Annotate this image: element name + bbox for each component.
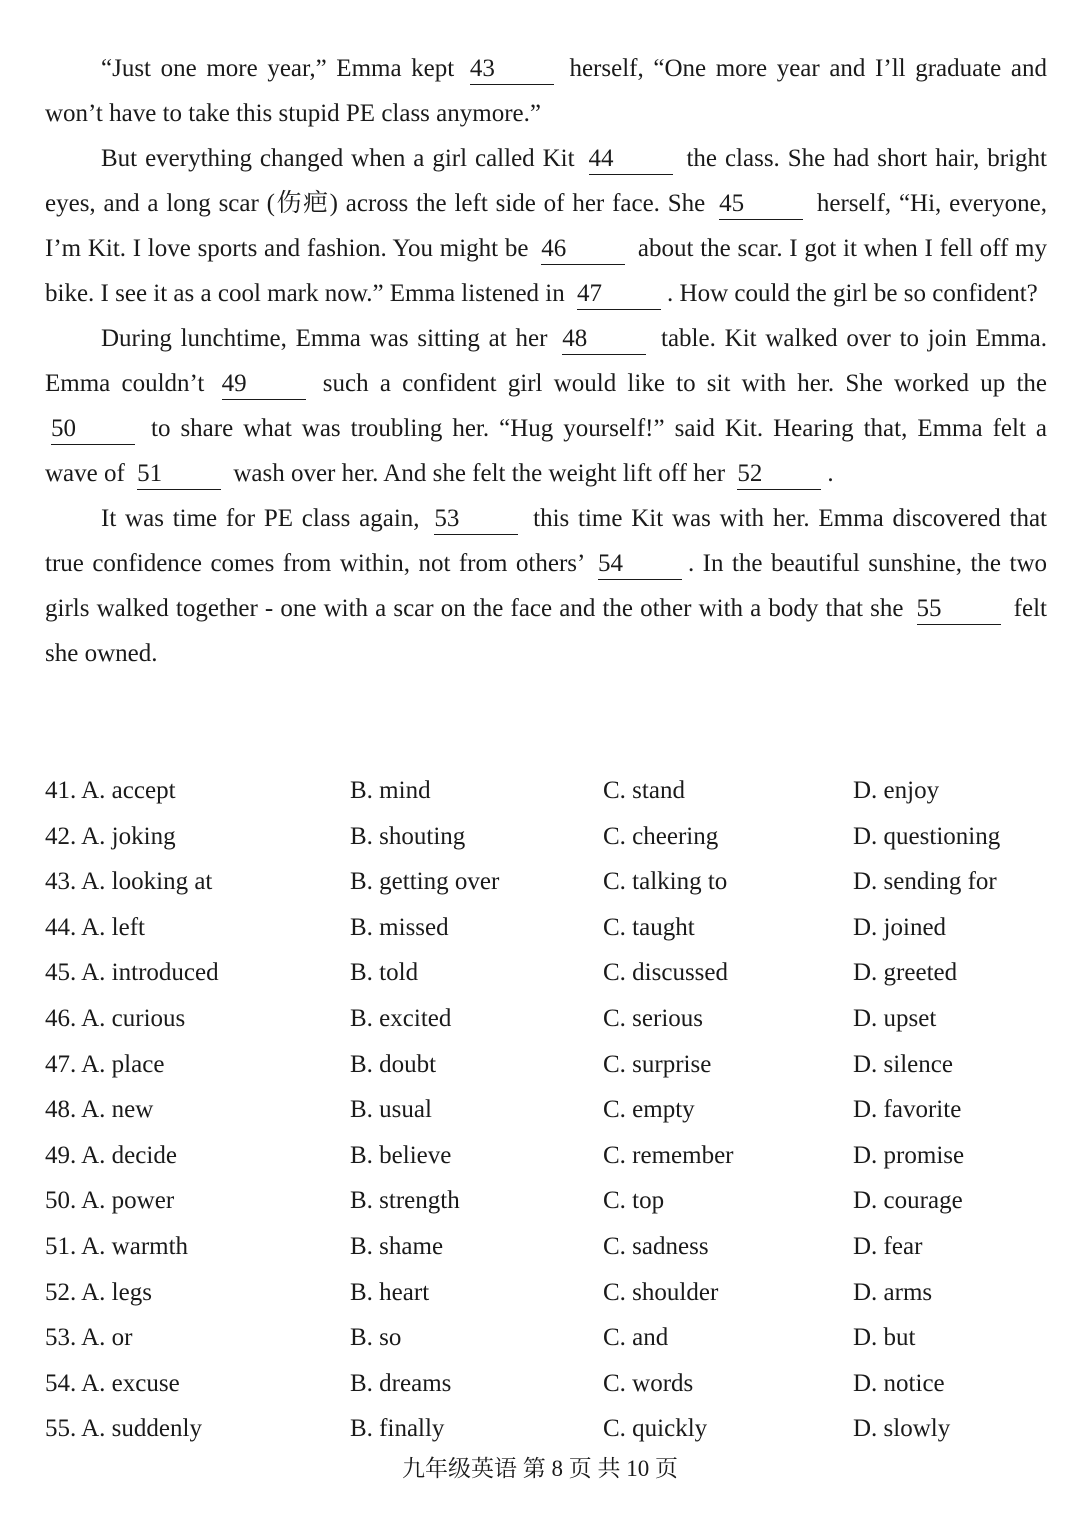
option-text: C. serious [603, 1004, 703, 1032]
option-a [45, 905, 145, 950]
blank-46: 46 [541, 234, 625, 265]
question-row [45, 768, 1055, 814]
option-text: B. heart [350, 1278, 430, 1306]
page-footer: 九年级英语 第 8 页 共 10 页 [402, 1456, 678, 1481]
passage-text: herself, “Hi, everyone, I’m Kit. I love sports and fashion. You might be [45, 190, 1047, 262]
option-text: B. doubt [350, 1050, 437, 1078]
option-a [45, 1361, 180, 1406]
blank-48: 48 [562, 324, 646, 355]
passage-text: table. Kit walked over to join Emma. Emma couldn’t [45, 325, 1047, 397]
option-c [603, 996, 703, 1041]
option-a [45, 1178, 174, 1223]
option-c [603, 1224, 709, 1269]
option-text: C. talking to [603, 868, 728, 896]
passage-text: . How could the girl be so confident? [667, 280, 1038, 307]
option-c [603, 1178, 664, 1223]
question-row [45, 996, 1055, 1042]
option-c [603, 1042, 711, 1087]
option-text: C. discussed [603, 959, 728, 987]
question-number: 54. [45, 1369, 77, 1397]
option-text: C. cheering [603, 822, 719, 850]
question-row [45, 1406, 1055, 1452]
option-c [603, 859, 727, 904]
question-number: 51. [45, 1232, 77, 1260]
option-a [45, 1270, 152, 1315]
option-text: C. words [603, 1369, 694, 1397]
option-d [853, 1224, 922, 1269]
question-number: 43. [45, 868, 77, 896]
option-text: D. enjoy [853, 777, 940, 804]
option-d [853, 1087, 961, 1132]
option-b [350, 1224, 443, 1269]
option-b [350, 1361, 451, 1406]
option-b [350, 1042, 436, 1087]
option-d [853, 1042, 953, 1087]
question-number: 55. [45, 1415, 77, 1443]
question-row [45, 1087, 1055, 1133]
option-text: D. favorite [853, 1096, 962, 1124]
blank-50: 50 [51, 414, 135, 445]
option-c [603, 1133, 734, 1178]
option-d [853, 1315, 916, 1360]
option-b [350, 1315, 401, 1360]
option-text: D. notice [853, 1369, 945, 1397]
question-row [45, 1315, 1055, 1361]
option-d [853, 1406, 950, 1451]
question-row [45, 1361, 1055, 1407]
option-text: B. usual [350, 1096, 432, 1124]
question-row [45, 859, 1055, 905]
option-text: D. fear [853, 1232, 923, 1260]
question-number: 48. [45, 1096, 77, 1124]
question-number: 46. [45, 1004, 77, 1032]
option-text: A. or [81, 1324, 133, 1352]
passage-text: this time Kit was with her. Emma discovered that true confidence comes from within, not from others’ [45, 505, 1047, 577]
question-row [45, 1133, 1055, 1179]
option-a [45, 1224, 188, 1269]
question-row [45, 1042, 1055, 1088]
blank-55: 55 [917, 594, 1001, 625]
option-text: B. shame [350, 1232, 444, 1260]
option-c [603, 1270, 718, 1315]
option-c [603, 768, 685, 813]
option-b [350, 1087, 432, 1132]
option-text: C. surprise [603, 1050, 712, 1078]
blank-44: 44 [589, 144, 673, 175]
question-row [45, 950, 1055, 996]
passage-text: about the scar. I got it when I fell off my bike. I see it as a cool mark now.” Emma listened in [45, 235, 1048, 307]
question-number: 42. [45, 822, 77, 850]
option-text: D. promise [853, 1141, 965, 1169]
question-row [45, 905, 1055, 951]
question-number: 49. [45, 1141, 77, 1169]
passage-text: But everything changed when a girl called Kit [101, 145, 583, 172]
option-d [853, 905, 946, 950]
option-b [350, 814, 465, 859]
option-b [350, 859, 499, 904]
option-c [603, 1087, 695, 1132]
option-c [603, 1406, 707, 1451]
question-number: 47. [45, 1050, 77, 1078]
option-d [853, 814, 1000, 859]
option-text: C. taught [603, 913, 695, 941]
question-number: 53. [45, 1324, 77, 1352]
option-text: B. excited [350, 1004, 452, 1032]
question-number: 52. [45, 1278, 77, 1306]
option-b [350, 996, 451, 1041]
option-text: A. place [81, 1050, 165, 1078]
option-text: D. joined [853, 913, 947, 941]
question-row [45, 814, 1055, 860]
option-c [603, 950, 728, 995]
question-row [45, 1178, 1055, 1224]
option-text: B. dreams [350, 1369, 452, 1397]
option-text: A. curious [81, 1004, 186, 1032]
option-text: A. accept [81, 777, 176, 804]
option-d [853, 1178, 963, 1223]
option-d [853, 859, 997, 904]
option-b [350, 1178, 460, 1223]
option-text: D. greeted [853, 959, 958, 987]
option-text: C. remember [603, 1141, 734, 1169]
option-text: D. sending for [853, 868, 997, 896]
option-text: D. but [853, 1324, 916, 1352]
option-text: A. joking [81, 822, 176, 850]
passage-text: “Just one more year,” Emma kept [101, 55, 464, 82]
option-c [603, 1361, 693, 1406]
option-text: A. power [81, 1187, 175, 1215]
blank-43: 43 [470, 54, 554, 85]
option-a [45, 950, 219, 995]
passage-text: During lunchtime, Emma was sitting at her [101, 325, 557, 352]
option-a [45, 1406, 202, 1451]
passage-paragraph [45, 136, 1047, 316]
option-text: B. so [350, 1324, 402, 1352]
passage-text: the class. She had short hair, bright eyes, and a long scar (伤疤) across the left side of her face. She [45, 145, 1047, 217]
option-a [45, 1087, 153, 1132]
option-text: C. sadness [603, 1232, 709, 1260]
option-b [350, 768, 431, 813]
option-text: D. silence [853, 1050, 953, 1078]
option-a [45, 768, 176, 813]
option-b [350, 1270, 429, 1315]
option-a [45, 814, 176, 859]
option-b [350, 950, 418, 995]
option-d [853, 950, 957, 995]
option-text: B. told [350, 959, 419, 987]
blank-45: 45 [719, 189, 803, 220]
option-a [45, 1042, 164, 1087]
option-a [45, 1133, 177, 1178]
blank-47: 47 [577, 279, 661, 310]
option-a [45, 859, 212, 904]
passage-text: It was time for PE class again, [101, 505, 429, 532]
passage-text: . In the beautiful sunshine, the two girls walked together - one with a scar on the face and the other with a body that she [45, 550, 1047, 622]
option-text: D. courage [853, 1187, 963, 1215]
option-text: B. believe [350, 1141, 452, 1169]
option-a [45, 996, 185, 1041]
question-number: 50. [45, 1187, 77, 1215]
option-text: A. new [81, 1096, 154, 1124]
option-text: A. legs [81, 1278, 152, 1306]
option-text: B. mind [350, 777, 431, 804]
passage-text: felt she owned. [45, 595, 1047, 667]
option-text: A. warmth [81, 1232, 189, 1260]
passage-paragraph [45, 46, 1047, 136]
option-b [350, 1133, 451, 1178]
option-d [853, 768, 939, 813]
passage-text: wash over her. And she felt the weight lift off her [227, 460, 732, 487]
option-d [853, 1361, 945, 1406]
option-text: A. left [81, 913, 145, 941]
option-text: D. arms [853, 1278, 933, 1306]
option-text: C. shoulder [603, 1278, 719, 1306]
option-text: D. upset [853, 1004, 937, 1032]
option-text: C. stand [603, 777, 685, 804]
cloze-passage [45, 46, 1047, 676]
option-text: B. strength [350, 1187, 460, 1215]
option-text: A. looking at [81, 868, 213, 896]
option-text: A. suddenly [81, 1415, 202, 1443]
blank-52: 52 [737, 459, 821, 490]
question-row [45, 1224, 1055, 1270]
option-text: A. decide [81, 1141, 177, 1169]
option-text: C. empty [603, 1096, 695, 1124]
option-text: D. slowly [853, 1415, 951, 1443]
option-d [853, 996, 936, 1041]
blank-53: 53 [434, 504, 518, 535]
option-c [603, 1315, 668, 1360]
option-a [45, 1315, 133, 1360]
question-number: 41. [45, 777, 77, 804]
option-text: A. excuse [81, 1369, 180, 1397]
passage-text: such a confident girl would like to sit with her. She worked up the [311, 370, 1047, 397]
answer-options-list [45, 768, 1055, 1452]
option-b [350, 1406, 444, 1451]
passage-paragraph [45, 316, 1047, 496]
option-c [603, 905, 695, 950]
option-text: C. quickly [603, 1415, 708, 1443]
passage-paragraph [45, 496, 1047, 676]
option-text: B. getting over [350, 868, 500, 896]
question-number: 44. [45, 913, 77, 941]
option-text: B. finally [350, 1415, 445, 1443]
blank-54: 54 [598, 549, 682, 580]
option-text: C. top [603, 1187, 665, 1215]
passage-text: herself, “One more year and I’ll graduate and won’t have to take this stupid PE class anymore.” [45, 55, 1047, 127]
option-c [603, 814, 718, 859]
option-text: A. introduced [81, 959, 219, 987]
passage-text: . [827, 460, 834, 487]
blank-49: 49 [222, 369, 306, 400]
question-row [45, 1270, 1055, 1316]
option-text: D. questioning [853, 822, 1001, 850]
option-b [350, 905, 449, 950]
question-number: 45. [45, 959, 77, 987]
option-d [853, 1270, 932, 1315]
option-text: B. missed [350, 913, 449, 941]
option-text: C. and [603, 1324, 669, 1352]
option-d [853, 1133, 964, 1178]
passage-text: to share what was troubling her. “Hug yourself!” said Kit. Hearing that, Emma felt a wave of [45, 415, 1047, 487]
option-text: B. shouting [350, 822, 466, 850]
blank-51: 51 [137, 459, 221, 490]
